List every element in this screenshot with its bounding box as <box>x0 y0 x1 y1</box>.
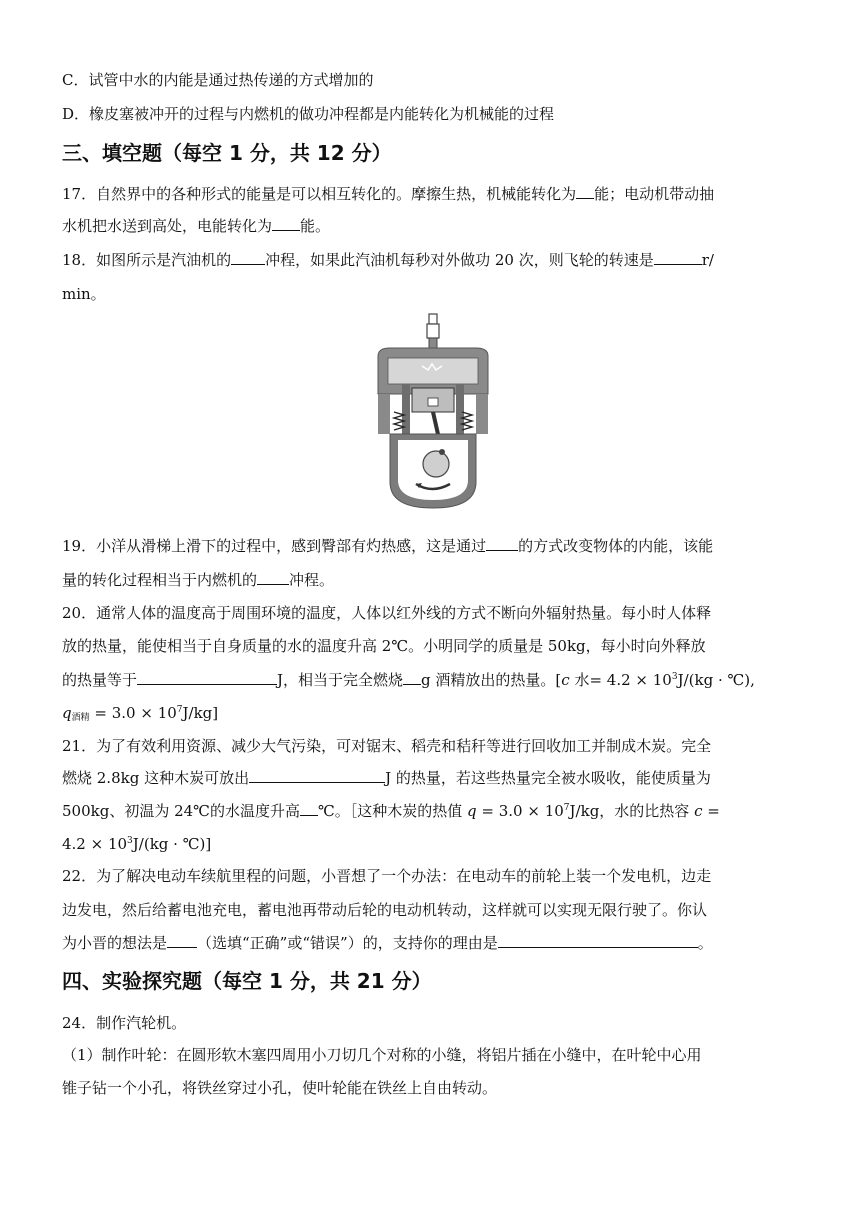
question-17-line-2: 水机把水送到高处，电能转化为 能。 <box>62 217 331 235</box>
question-18-line-1: 18．如图所示是汽油机的 冲程，如果此汽油机每秒对外做功 20 次，则飞轮的转速是 r/ <box>62 251 714 269</box>
question-24-part-1-line-2: 锥子钻一个小孔，将铁丝穿过小孔，使叶轮能在铁丝上自由转动。 <box>62 1079 498 1097</box>
answer-blank <box>231 250 265 265</box>
question-22-line-3: 为小晋的想法是 （选填“正确”或“错误”）的，支持你的理由是 。 <box>62 934 713 952</box>
answer-blank <box>498 933 698 948</box>
question-21-line-1: 21．为了有效利用资源、减少大气污染，可对锯末、稻壳和秸秆等进行回收加工并制成木炭。完全 <box>62 737 712 755</box>
cylinder-head-icon <box>378 348 488 394</box>
question-18-line-2: min。 <box>62 285 106 303</box>
question-20-line-2: 放的热量，能使相当于自身质量的水的温度升高 2℃。小明同学的质量是 50kg，每小时向外释放 <box>62 637 706 655</box>
section-4-heading: 四、实验探究题（每空 1 分，共 21 分） <box>62 969 432 993</box>
answer-blank <box>654 250 702 265</box>
question-20-line-1: 20．通常人体的温度高于周围环境的温度，人体以红外线的方式不断向外辐射热量。每小时人体释 <box>62 604 712 622</box>
answer-blank <box>137 670 277 685</box>
question-24-part-1-line-1: （1）制作叶轮：在圆形软木塞四周用小刀切几个对称的小缝，将铝片插在小缝中，在叶轮中心用 <box>62 1046 702 1064</box>
question-17-line-1: 17．自然界中的各种形式的能量是可以相互转化的。摩擦生热，机械能转化为 能；电动机带动抽 <box>62 185 715 203</box>
answer-blank <box>167 933 197 948</box>
question-21-line-4: $4.2 \times 10^3J/(kg$ · ℃)] <box>62 835 212 853</box>
answer-blank <box>249 768 385 783</box>
answer-blank <box>300 801 318 816</box>
answer-blank <box>576 184 594 199</box>
option-c <box>62 70 816 90</box>
section-3-heading: 三、填空题（每空 1 分，共 12 分） <box>62 141 392 165</box>
answer-blank <box>486 536 518 551</box>
question-19-line-2: 量的转化过程相当于内燃机的 冲程。 <box>62 571 335 589</box>
question-22-line-1: 22．为了解决电动车续航里程的问题，小晋想了一个办法：在电动车的前轮上装一个发电机，边走 <box>62 867 712 885</box>
spark-plug-icon <box>427 314 439 352</box>
question-19-line-1: 19．小洋从滑梯上滑下的过程中，感到臀部有灼热感，这是通过 的方式改变物体的内能，该能 <box>62 537 714 555</box>
answer-blank <box>257 570 289 585</box>
question-24-title: 24．制作汽轮机。 <box>62 1014 187 1032</box>
answer-blank <box>272 216 300 231</box>
question-20-line-4: $q_{酒精} = 3.0 \times 10^7J/kg$] <box>62 704 219 723</box>
option-d-text: D．橡皮塞被冲开的过程与内燃机的做功冲程都是内能转化为机械能的过程 <box>62 105 555 123</box>
question-21-line-2: 燃烧 2.8kg 这种木炭可放出 J 的热量，若这些热量完全被水吸收，能使质量为 <box>62 769 711 787</box>
question-21-line-3: 500kg、初温为 24℃的水温度升高 ℃。［这种木炭的热值 $q = 3.0 \times 10^7J/kg$，水的比热容 c = <box>62 802 720 820</box>
question-22-line-2: 边发电，然后给蓄电池充电，蓄电池再带动后轮的电动机转动，这样就可以实现无限行驶了。你认 <box>62 901 708 919</box>
option-d <box>62 104 816 124</box>
question-20-line-3: 的热量等于 J，相当于完全燃烧 g 酒精放出的热量。[c 水= $4.2 \times 10^3J/(kg$ · ℃), <box>62 671 755 689</box>
answer-blank <box>403 670 421 685</box>
option-c-text: C．试管中水的内能是通过热传递的方式增加的 <box>62 71 374 89</box>
gasoline-engine-figure <box>372 312 494 512</box>
